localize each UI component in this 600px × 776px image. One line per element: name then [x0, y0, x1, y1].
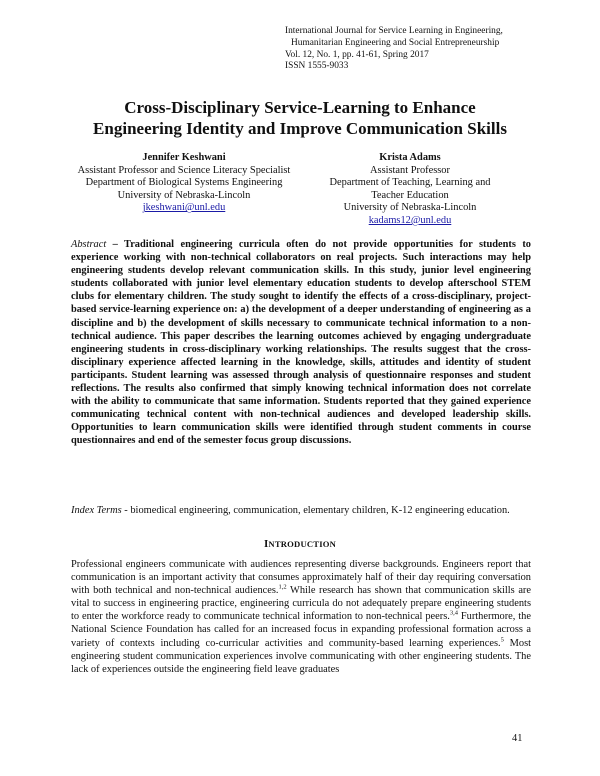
section-heading-introduction [0, 538, 600, 550]
abstract-label: Abstract [71, 239, 107, 250]
index-terms-label: Index Terms [71, 505, 122, 516]
intro-text: Furthermore, the National Science Foundation has called for an increased focus in expanding professional formation across a variety of contexts including co-curricular activities and community-based learning experiences. [71, 611, 531, 649]
intro-text: Professional engineers communicate with audiences representing diverse backgrounds. Engineers report that communication is an important activity that consumes approximately half of their day requiring conversation with both technical and non-technical audiences. [71, 559, 531, 597]
author-position: Assistant Professor and Science Literacy Specialist [77, 164, 291, 176]
author-block-adams [290, 152, 530, 228]
author-university: University of Nebraska-Lincoln [117, 189, 251, 201]
author-university: University of Nebraska-Lincoln [343, 202, 477, 214]
journal-header [285, 26, 585, 73]
author-department-line1: Department of Teaching, Learning and [329, 177, 491, 189]
introduction-paragraph [71, 558, 531, 676]
citation-ref: 3,4 [449, 609, 458, 617]
journal-issn: ISSN 1555-9033 [285, 61, 349, 72]
author-name: Jennifer Keshwani [142, 152, 226, 163]
index-terms [71, 504, 531, 517]
paper-title [40, 97, 560, 139]
intro-text: While research has shown that communication skills are vital to success in engineering practice, engineering curricula do not adequately prepare engineering students to enter the workforce ready to communicate technical information to non-technical peers. [71, 585, 532, 623]
author-email-link[interactable]: jkeshwani@unl.edu [142, 202, 226, 214]
author-name: Krista Adams [379, 152, 441, 163]
journal-name-line1: International Journal for Service Learning in Engineering, [285, 26, 503, 36]
page-number: 41 [512, 733, 523, 744]
author-position: Assistant Professor [370, 164, 450, 176]
section-heading-rest: NTRODUCTION [268, 539, 337, 549]
paper-title-line1: Cross-Disciplinary Service-Learning to Enhance [124, 98, 476, 117]
intro-text: Most engineering student communication experiences involve communicating with other engineering students. The lack of experiences outside the engineering field leave graduates [71, 637, 531, 675]
author-department-line2: Teacher Education [371, 189, 449, 201]
abstract [71, 238, 531, 448]
journal-name-line2: Humanitarian Engineering and Social Entrepreneurship [291, 37, 500, 48]
paper-title-line2: Engineering Identity and Improve Communication Skills [93, 119, 507, 138]
abstract-text: – Traditional engineering curricula often do not provide opportunities for students to experience working with non-technical collaborators on real projects. Such interactions may help engineering students develop relevant communication skills. In this study, junior level engineering students collaborated with junior level elementary education students to develop afterschool STEM clubs for elementary children. The study sought to identify the effects of a cross-disciplinary, project-based service-learning experience on: a) the development of a deeper understanding of engineering as a discipline and b) the development of skills necessary to communicate technical information to a non-technical audience. This paper describes the learning outcomes achieved by engaging undergraduate engineering students in cross-disciplinary working relationships. The results suggest that the cross-disciplinary experience affected learning in the knowledge, skills, attitudes and identity of student participants. Student learning was assessed through analysis of questionnaire responses and student reflections. The results also confirmed that simply knowing technical information does not correlate with the ability to communicate that same information. Students reported that they gained experience communicating technical content with non-technical audiences and developed leadership skills. Opportunities to learn communication skills were identified through student comments in course questionnaires and end of the semester focus group discussions. [71, 239, 531, 447]
citation-ref: 5 [500, 636, 504, 644]
author-department: Department of Biological Systems Engineering [85, 177, 283, 189]
author-email-link[interactable]: kadams12@unl.edu [368, 214, 452, 226]
author-block-keshwani [64, 152, 304, 215]
journal-volume: Vol. 12, No. 1, pp. 41-61, Spring 2017 [285, 49, 429, 60]
index-terms-text: - biomedical engineering, communication, elementary children, K-12 engineering education. [121, 505, 510, 516]
citation-ref: 1,2 [278, 583, 287, 591]
section-heading-initial: I [263, 538, 269, 550]
